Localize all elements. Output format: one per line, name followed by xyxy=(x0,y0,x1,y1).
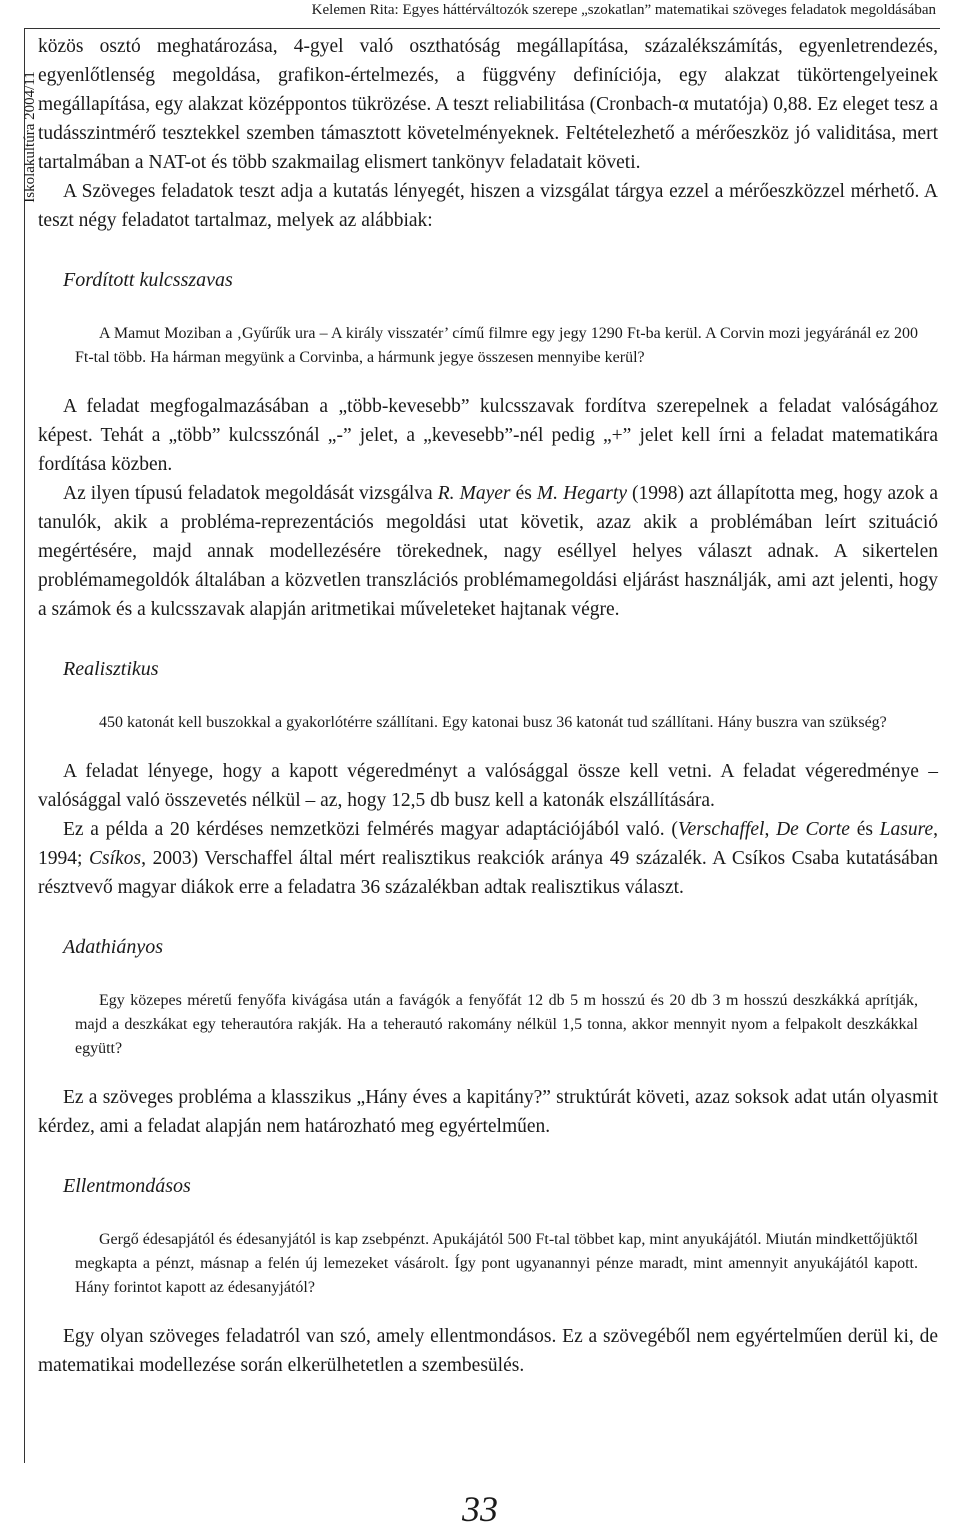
section-2-paragraph-2 xyxy=(38,815,938,902)
section-title-contradictory: Ellentmondásos xyxy=(63,1175,191,1197)
journal-label xyxy=(0,0,38,260)
example-missing-data: Egy közepes méretű fenyőfa kivágása után a favágók a fenyőfát 12 db 5 m hosszú és 20 db 3 m hosszú deszkákká aprítják, majd a deszkákat egy teherautóra rakják. Ha a teherautó rakomány nélkül 1,5 tonna, akkor mennyit nyom a felpakolt deszkákkal együtt? xyxy=(75,992,918,1057)
author-name: Verschaffel xyxy=(677,819,765,840)
text-run: (1998) azt állapította meg, hogy azok a tanulók, akik a probléma-reprezentációs megoldási utat követik, azaz akik a problémában leírt szituáció megértésére, majd annak modellezésére törekednek, nagy eséllyel helyes választ adnak. A sikertelen problémamegoldók általában a közvetlen transzlációs problémamegoldási eljárást használják, ami azt jelenti, hogy a számok és a kulcsszavak alapján aritmetikai műveleteket hajtanak végre. xyxy=(38,483,938,620)
text-run: , 1994; xyxy=(38,819,939,869)
section-title-realistic: Realisztikus xyxy=(63,658,159,680)
author-name: Lasure xyxy=(879,819,934,840)
intro-paragraph-1: közös osztó meghatározása, 4-gyel való oszthatóság megállapítása, százalékszámítás, egyenletrendezés, egyenlőtlenség megoldása, grafikon-értelmezés, a függvény definíciója, egy alakzat tükörtengelyeinek megállapítása, egy alakzat középpontos tükrözése. A teszt reliabilitása (Cronbach-α mutatója) 0,88. Ez eleget tesz a tudásszintmérő tesztekkel szemben támasztott követelményeknek. Feltételezhető a mérőeszköz jó validitása, mert tartalmában a NAT-ot és több szakmailag elismert tankönyv feladatait követi. xyxy=(38,36,938,173)
text-run: , 2003) Verschaffel által mért realisztikus reakciók aránya 49 százalék. A Csíkos Csaba kutatásában résztvevő magyar diákok erre a feladatra 36 százalékban adtak realisztikus választ. xyxy=(38,848,938,898)
section-1-paragraph-2 xyxy=(38,479,938,624)
running-header: Kelemen Rita: Egyes háttérváltozók szerepe „szokatlan” matematikai szöveges feladatok megoldásában xyxy=(311,2,936,18)
journal-label-text: Iskolakultúra 2004/11 xyxy=(22,71,38,203)
author-name: R. Mayer xyxy=(437,483,511,504)
text-run: és xyxy=(849,819,880,840)
header-rule xyxy=(24,28,940,29)
example-reversed-keyword: A Mamut Moziban a ‚Gyűrűk ura – A király visszatér’ című filmre egy jegy 1290 Ft-ba kerül. A Corvin mozi jegyáránál ez 200 Ft-tal több. Ha hárman megyünk a Corvinba, a hármunk jegye összesen mennyibe kerül? xyxy=(75,325,918,366)
text-run: , xyxy=(764,819,777,840)
section-title-reversed-keyword: Fordított kulcsszavas xyxy=(63,269,233,291)
section-3-paragraph-1: Ez a szöveges probléma a klasszikus „Hány éves a kapitány?” struktúrát követi, azaz soksok adat után olyasmit kérdez, ami a feladat alapján nem határozható meg egyértelműen. xyxy=(38,1087,938,1137)
section-1-paragraph-1: A feladat megfogalmazásában a „több-kevesebb” kulcsszavak fordítva szerepelnek a feladat valóságához képest. Tehát a „több” kulcsszónál „-” jelet, a „kevesebb”-nél pedig „+” jelet kell írni a feladat matematikára fordítása közben. xyxy=(38,396,938,475)
text-run: Ez a példa a 20 kérdéses nemzetközi felmérés magyar adaptációjából való. ( xyxy=(63,819,678,840)
article-body xyxy=(38,32,938,1380)
page-number: 33 xyxy=(462,1489,498,1529)
author-name: Csíkos xyxy=(89,848,142,869)
section-title-missing-data: Adathiányos xyxy=(63,936,163,958)
section-2-paragraph-1: A feladat lényege, hogy a kapott végeredményt a valósággal össze kell vetni. A feladat végeredménye – valósággal való összevetés nélkül – az, hogy 12,5 db busz kell a katonák elszállítására. xyxy=(38,761,938,811)
intro-paragraph-2: A Szöveges feladatok teszt adja a kutatás lényegét, hiszen a vizsgálat tárgya ezzel a mérőeszközzel mérhető. A teszt négy feladatot tartalmaz, melyek az alábbiak: xyxy=(38,181,938,231)
example-contradictory: Gergő édesapjától és édesanyjától is kap zsebpénzt. Apukájától 500 Ft-tal többet kap, mint anyukájától. Miután mindkettőjüktől megkapta a pénzt, másnap a felén új lemezeket vásárolt. Így pont ugyanannyi pénze maradt, mint amennyit anyukájától kapott. Hány forintot kapott az édesanyjától? xyxy=(75,1231,918,1296)
text-run: és xyxy=(510,483,537,504)
example-realistic: 450 katonát kell buszokkal a gyakorlótérre szállítani. Egy katonai busz 36 katonát tud szállítani. Hány buszra van szükség? xyxy=(99,714,887,731)
section-4-paragraph-1: Egy olyan szöveges feladatról van szó, amely ellentmondásos. Ez a szövegéből nem egyértelműen derül ki, de matematikai modellezése során elkerülhetetlen a szembesülés. xyxy=(38,1326,938,1376)
author-name: De Corte xyxy=(776,819,850,840)
text-run: Az ilyen típusú feladatok megoldását vizsgálva xyxy=(63,483,438,504)
author-name: M. Hegarty xyxy=(536,483,627,504)
